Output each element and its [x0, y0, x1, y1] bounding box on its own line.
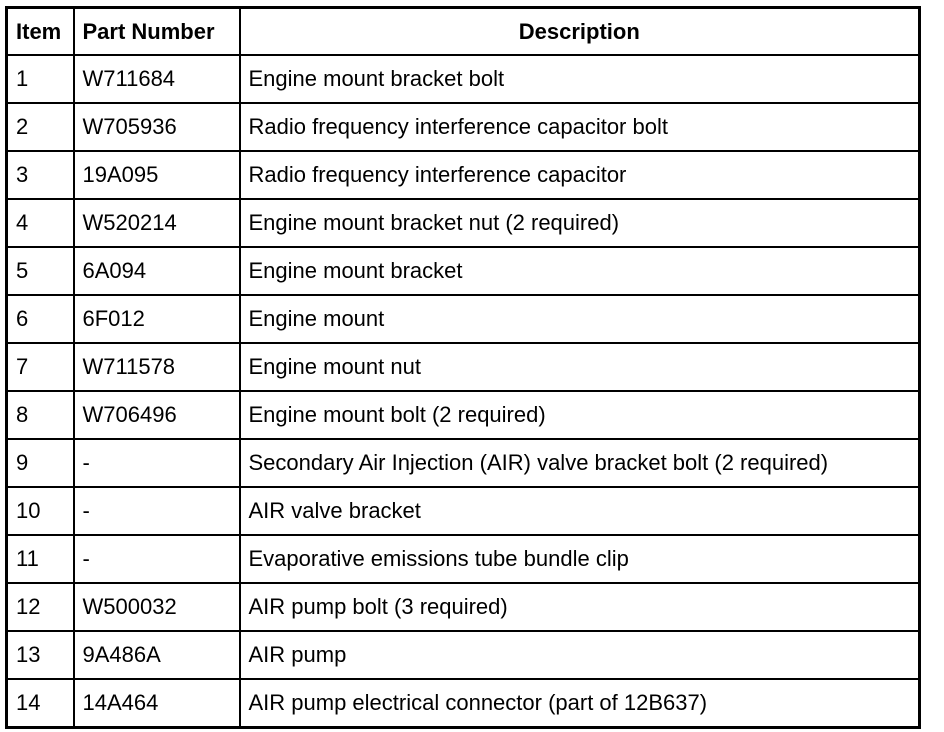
description-cell: Engine mount bracket nut (2 required): [240, 199, 920, 247]
item-cell: 1: [7, 55, 74, 103]
part-number-cell: -: [74, 535, 240, 583]
description-cell: AIR pump: [240, 631, 920, 679]
description-cell: AIR valve bracket: [240, 487, 920, 535]
part-number-cell: 19A095: [74, 151, 240, 199]
item-cell: 2: [7, 103, 74, 151]
table-row: [7, 343, 920, 391]
table-row: [7, 439, 920, 487]
table-row: [7, 535, 920, 583]
description-cell: Engine mount bolt (2 required): [240, 391, 920, 439]
table-row: [7, 295, 920, 343]
parts-table: [5, 6, 921, 729]
description-cell: Secondary Air Injection (AIR) valve bracket bolt (2 required): [240, 439, 920, 487]
part-number-cell: W520214: [74, 199, 240, 247]
item-cell: 12: [7, 583, 74, 631]
item-cell: 5: [7, 247, 74, 295]
table-row: [7, 247, 920, 295]
item-cell: 3: [7, 151, 74, 199]
item-cell: 13: [7, 631, 74, 679]
column-header-description: Description: [240, 8, 920, 56]
table-row: [7, 391, 920, 439]
part-number-cell: W706496: [74, 391, 240, 439]
part-number-cell: W711578: [74, 343, 240, 391]
item-cell: 11: [7, 535, 74, 583]
description-cell: Engine mount bracket bolt: [240, 55, 920, 103]
part-number-cell: -: [74, 487, 240, 535]
item-cell: 7: [7, 343, 74, 391]
item-cell: 10: [7, 487, 74, 535]
item-cell: 6: [7, 295, 74, 343]
table-row: [7, 583, 920, 631]
table-row: [7, 487, 920, 535]
column-header-item: Item: [7, 8, 74, 56]
table-row: [7, 199, 920, 247]
item-cell: 9: [7, 439, 74, 487]
table-row: [7, 151, 920, 199]
description-cell: Radio frequency interference capacitor: [240, 151, 920, 199]
part-number-cell: W711684: [74, 55, 240, 103]
part-number-cell: -: [74, 439, 240, 487]
description-cell: Engine mount bracket: [240, 247, 920, 295]
part-number-cell: W500032: [74, 583, 240, 631]
table-row: [7, 679, 920, 728]
part-number-cell: 14A464: [74, 679, 240, 728]
description-cell: Engine mount: [240, 295, 920, 343]
item-cell: 14: [7, 679, 74, 728]
description-cell: Engine mount nut: [240, 343, 920, 391]
description-cell: Evaporative emissions tube bundle clip: [240, 535, 920, 583]
part-number-cell: 6A094: [74, 247, 240, 295]
table-row: [7, 103, 920, 151]
table-header-row: [7, 8, 920, 56]
column-header-part-number: Part Number: [74, 8, 240, 56]
part-number-cell: W705936: [74, 103, 240, 151]
table-row: [7, 55, 920, 103]
part-number-cell: 6F012: [74, 295, 240, 343]
table-row: [7, 631, 920, 679]
description-cell: AIR pump bolt (3 required): [240, 583, 920, 631]
item-cell: 4: [7, 199, 74, 247]
description-cell: Radio frequency interference capacitor bolt: [240, 103, 920, 151]
description-cell: AIR pump electrical connector (part of 12B637): [240, 679, 920, 728]
part-number-cell: 9A486A: [74, 631, 240, 679]
item-cell: 8: [7, 391, 74, 439]
